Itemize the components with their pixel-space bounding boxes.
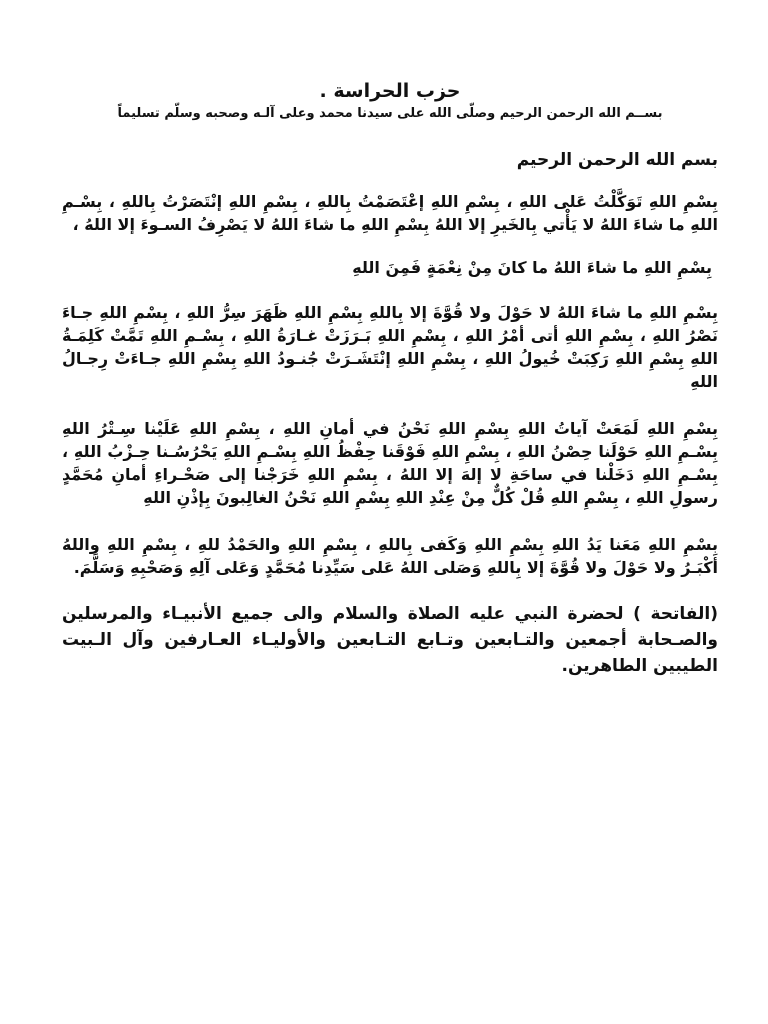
paragraph-3: بِسْمِ اللهِ ما شاءَ اللهُ لا حَوْلَ ولا قُوَّةَ إلا بِاللهِ بِسْمِ اللهِ ظَهَرَ سِرُّ اللهِ ، بِسْمِ اللهِ جـاءَ نَصْرُ اللهِ ، بِسْمِ اللهِ أتى أمْرُ اللهِ ، بِسْمِ اللهِ بَـرَزَتْ غـارَةُ اللهِ ، بِسْـمِ اللهِ تَمَّتْ كَلِمَـةُ اللهِ بِسْمِ اللهِ رَكِبَتْ خُيولُ اللهِ ، بِسْمِ اللهِ إنْتَشَـرَتْ جُنـودُ اللهِ بِسْمِ اللهِ جـاءَتْ رِجـالُ اللهِ	[62, 303, 718, 391]
document-title: حزب الحراسة .	[319, 80, 461, 102]
closing-dedication: (الفاتحة ) لحضرة النبي عليه الصلاة والسلام والى جميع الأنبيـاء والمرسلين والصـحابة أجمعين والتـابعين وتـابع التـابعين والأوليـاء العـارفين وآل الـبيت الطيبين الطاهرين.	[62, 604, 718, 676]
document-page	[62, 78, 718, 679]
basmala-heading: بسم الله الرحمن الرحيم	[516, 150, 718, 170]
document-subtitle: بســم الله الرحمن الرحيم وصلّى الله على سيدنا محمد وعلى آلـه وصحبه وسلّم تسليماً	[117, 106, 663, 121]
paragraph-4: بِسْمِ اللهِ لَمَعَتْ آياتُ اللهِ بِسْمِ اللهِ نَحْنُ في أمانِ اللهِ ، بِسْمِ اللهِ عَلَيْنا سِـتْرُ اللهِ بِسْـمِ اللهِ حَوْلَنا حِصْنُ اللهِ ، بِسْمِ اللهِ فَوْقَنا حِفْظُ اللهِ بِسْـمِ اللهِ يَحْرُسُـنا حِـزْبُ اللهِ ، بِسْـمِ اللهِ دَخَلْنا في ساحَةِ لا إلهَ إلا اللهُ ، بِسْمِ اللهِ خَرَجْنا إلى صَحْـراءِ أمانِ مُحَمَّدٍ رسولِ اللهِ ، بِسْمِ اللهِ قُلْ كُلٌّ مِنْ عِنْدِ اللهِ بِسْمِ اللهِ نَحْنُ الغالِبونَ بِإذْنِ اللهِ	[62, 419, 718, 507]
paragraph-1: بِسْمِ اللهِ تَوَكَّلْتُ عَلى اللهِ ، بِسْمِ اللهِ إعْتَصَمْتُ بِاللهِ ، بِسْمِ اللهِ إنْتَصَرْتُ بِاللهِ ، بِسْـمِ اللهِ ما شاءَ اللهُ لا يَأْتي بِالخَيرِ إلا اللهُ بِسْمِ اللهِ ما شاءَ اللهُ لا يَصْرِفُ السـوءَ إلا اللهُ ،	[62, 192, 718, 234]
paragraph-2: بِسْمِ اللهِ ما شاءَ اللهُ ما كانَ مِنْ نِعْمَةٍ فَمِنَ اللهِ	[352, 258, 712, 277]
paragraph-5: بِسْمِ اللهِ مَعَنا يَدُ اللهِ بِسْمِ اللهِ وَكَفى بِاللهِ ، بِسْمِ اللهِ والحَمْدُ للهِ ، بِسْمِ اللهِ واللهُ أكْبَـرُ ولا حَوْلَ ولا قُوَّةَ إلا بِاللهِ وَصَلى اللهُ عَلى سَيِّدِنا مُحَمَّدٍ وَعَلى آلِهِ وَصَحْبِهِ وَسَلَّمَ.	[62, 535, 718, 577]
